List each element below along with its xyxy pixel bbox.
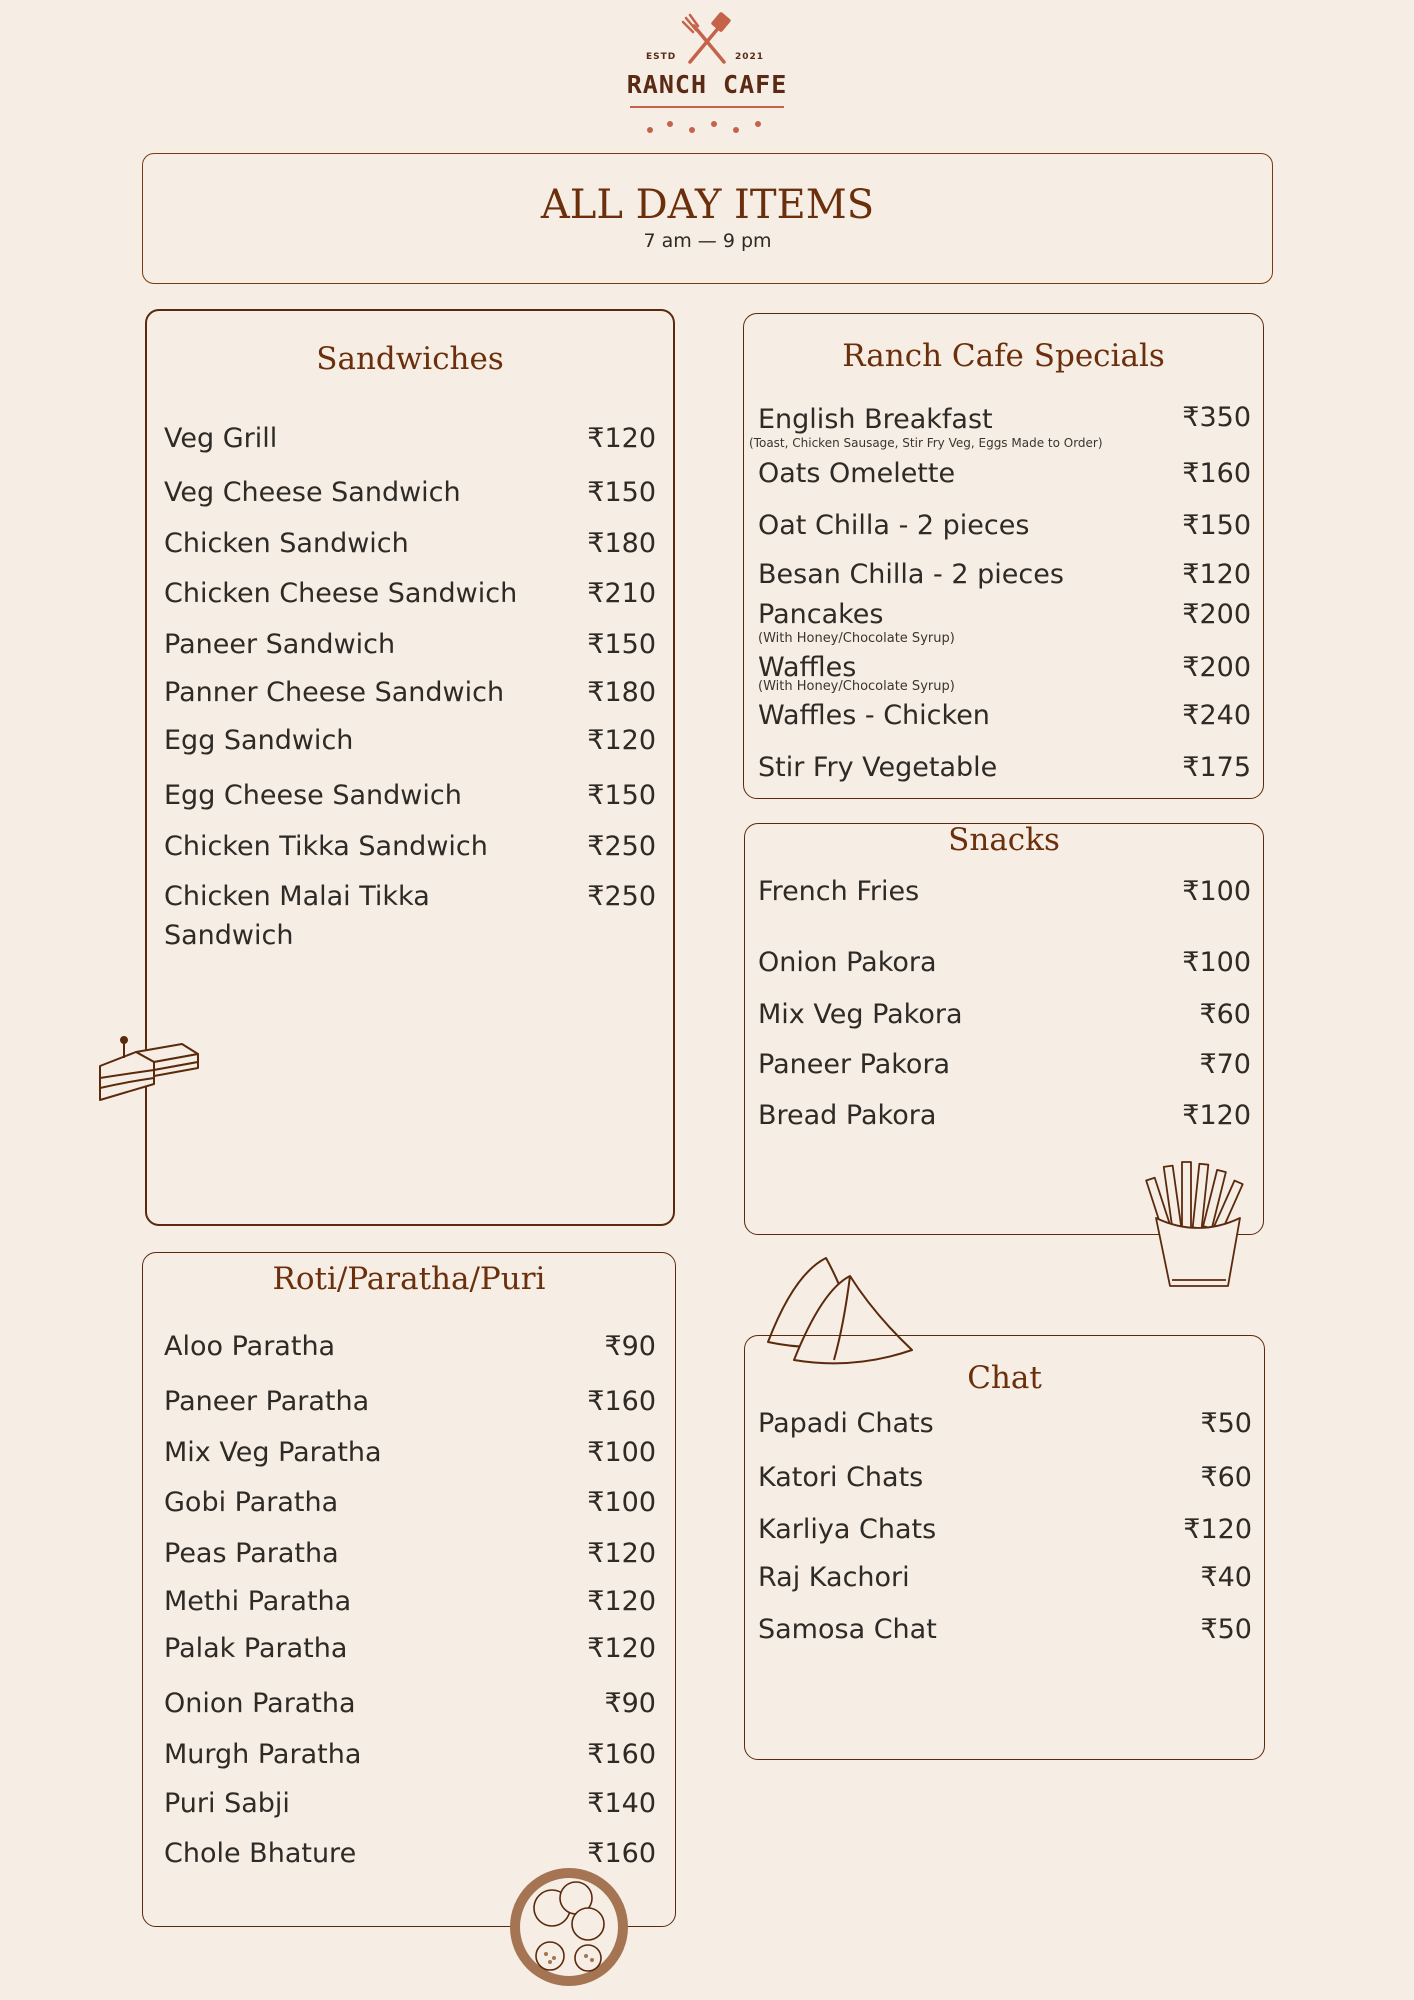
menu-item-name: French Fries xyxy=(758,876,920,907)
menu-item-name: Chicken Sandwich xyxy=(164,528,409,559)
menu-item-price: ₹100 xyxy=(1182,876,1251,907)
menu-item-note: (Toast, Chicken Sausage, Stir Fry Veg, Eggs Made to Order) xyxy=(749,436,1103,450)
paw-prints-icon xyxy=(642,114,772,140)
section-title-sandwiches: Sandwiches xyxy=(316,341,504,377)
menu-item-price: ₹100 xyxy=(587,1487,656,1518)
menu-item-price: ₹100 xyxy=(587,1437,656,1468)
menu-item-price: ₹120 xyxy=(587,1633,656,1664)
specials-section xyxy=(743,313,1264,799)
section-title-specials: Ranch Cafe Specials xyxy=(842,338,1165,374)
menu-item-price: ₹120 xyxy=(1182,1100,1251,1131)
menu-item-price: ₹120 xyxy=(587,725,656,756)
menu-item-name: Paneer Paratha xyxy=(164,1386,370,1417)
menu-item-price: ₹50 xyxy=(1200,1408,1252,1439)
menu-item-name: Aloo Paratha xyxy=(164,1331,336,1362)
menu-item-name: Egg Sandwich xyxy=(164,725,354,756)
menu-item-name: Chicken Tikka Sandwich xyxy=(164,831,488,862)
menu-item-price: ₹60 xyxy=(1200,1462,1252,1493)
menu-item-price: ₹150 xyxy=(1182,510,1251,541)
menu-item-price: ₹70 xyxy=(1199,1049,1251,1080)
menu-item-note: (With Honey/Chocolate Syrup) xyxy=(758,679,955,694)
menu-item-name: Onion Paratha xyxy=(164,1688,356,1719)
menu-item-name: Murgh Paratha xyxy=(164,1739,362,1770)
menu-item-price: ₹160 xyxy=(587,1838,656,1869)
menu-item-price: ₹210 xyxy=(587,578,656,609)
menu-item-name: English Breakfast xyxy=(758,404,993,435)
section-title-roti: Roti/Paratha/Puri xyxy=(272,1261,546,1297)
menu-item-price: ₹120 xyxy=(1182,559,1251,590)
page-title: ALL DAY ITEMS xyxy=(540,182,875,228)
menu-item-price: ₹175 xyxy=(1182,752,1251,783)
menu-item-name: Paneer Sandwich xyxy=(164,629,396,660)
menu-item-price: ₹180 xyxy=(587,528,656,559)
menu-item-name: Onion Pakora xyxy=(758,947,937,978)
logo-divider xyxy=(630,106,784,108)
menu-item-name: Oats Omelette xyxy=(758,458,956,489)
menu-item-name: Veg Cheese Sandwich xyxy=(164,477,461,508)
menu-item-name: Peas Paratha xyxy=(164,1538,339,1569)
menu-item-name: Panner Cheese Sandwich xyxy=(164,677,505,708)
menu-item-name: Samosa Chat xyxy=(758,1614,937,1645)
section-title-chat: Chat xyxy=(967,1360,1042,1396)
menu-item-name: Paneer Pakora xyxy=(758,1049,951,1080)
menu-item-price: ₹200 xyxy=(1182,652,1251,683)
logo-brand-name: RANCH CAFE xyxy=(626,70,788,99)
crossed-fork-spatula-icon xyxy=(680,12,734,66)
sandwiches-section xyxy=(145,309,675,1226)
menu-item-price: ₹50 xyxy=(1200,1614,1252,1645)
menu-item-name: Waffles xyxy=(758,652,857,683)
sandwich-icon xyxy=(96,1036,202,1112)
menu-item-price: ₹350 xyxy=(1182,402,1251,433)
menu-item-price: ₹60 xyxy=(1199,999,1251,1030)
menu-item-price: ₹90 xyxy=(604,1688,656,1719)
menu-item-name: Pancakes xyxy=(758,599,884,630)
menu-item-price: ₹120 xyxy=(587,1538,656,1569)
menu-item-name: Stir Fry Vegetable xyxy=(758,752,998,783)
roti-paratha-section xyxy=(142,1252,676,1927)
menu-item-name: Veg Grill xyxy=(164,423,278,454)
menu-item-price: ₹250 xyxy=(587,881,656,912)
menu-item-price: ₹150 xyxy=(587,629,656,660)
menu-item-note: (With Honey/Chocolate Syrup) xyxy=(758,631,955,646)
menu-item-name: Oat Chilla - 2 pieces xyxy=(758,510,1030,541)
menu-item-name: Besan Chilla - 2 pieces xyxy=(758,559,1064,590)
opening-hours: 7 am — 9 pm xyxy=(643,230,772,252)
menu-item-name: Waffles - Chicken xyxy=(758,700,990,731)
menu-item-price: ₹200 xyxy=(1182,599,1251,630)
menu-item-price: ₹120 xyxy=(1183,1514,1252,1545)
puri-thali-icon xyxy=(508,1866,630,1988)
menu-item-price: ₹160 xyxy=(1182,458,1251,489)
menu-item-name: Egg Cheese Sandwich xyxy=(164,780,462,811)
menu-item-name: Karliya Chats xyxy=(758,1514,937,1545)
menu-item-name: Palak Paratha xyxy=(164,1633,348,1664)
menu-item-name: Bread Pakora xyxy=(758,1100,937,1131)
section-title-snacks: Snacks xyxy=(948,822,1060,858)
menu-header xyxy=(142,153,1273,284)
menu-item-name: Chicken Malai Tikka xyxy=(164,881,430,912)
menu-item-name-continued: Sandwich xyxy=(164,920,294,951)
menu-item-price: ₹240 xyxy=(1182,700,1251,731)
menu-item-price: ₹100 xyxy=(1182,947,1251,978)
menu-item-price: ₹40 xyxy=(1200,1562,1252,1593)
menu-item-price: ₹120 xyxy=(587,423,656,454)
menu-item-price: ₹160 xyxy=(587,1386,656,1417)
menu-item-name: Chicken Cheese Sandwich xyxy=(164,578,518,609)
menu-item-name: Gobi Paratha xyxy=(164,1487,339,1518)
menu-item-name: Papadi Chats xyxy=(758,1408,934,1439)
french-fries-icon xyxy=(1144,1160,1252,1290)
menu-item-price: ₹180 xyxy=(587,677,656,708)
menu-item-name: Katori Chats xyxy=(758,1462,924,1493)
menu-item-price: ₹140 xyxy=(587,1788,656,1819)
menu-item-name: Raj Kachori xyxy=(758,1562,910,1593)
menu-item-price: ₹150 xyxy=(587,780,656,811)
chat-section xyxy=(744,1335,1265,1760)
menu-item-name: Mix Veg Paratha xyxy=(164,1437,382,1468)
cafe-logo xyxy=(604,8,810,140)
menu-item-name: Chole Bhature xyxy=(164,1838,357,1869)
menu-item-price: ₹90 xyxy=(604,1331,656,1362)
menu-item-name: Methi Paratha xyxy=(164,1586,352,1617)
logo-estd: ESTD xyxy=(646,52,677,62)
menu-item-price: ₹250 xyxy=(587,831,656,862)
menu-item-price: ₹160 xyxy=(587,1739,656,1770)
menu-item-price: ₹150 xyxy=(587,477,656,508)
menu-item-name: Puri Sabji xyxy=(164,1788,290,1819)
logo-year: 2021 xyxy=(734,52,764,62)
menu-item-price: ₹120 xyxy=(587,1586,656,1617)
menu-item-name: Mix Veg Pakora xyxy=(758,999,963,1030)
